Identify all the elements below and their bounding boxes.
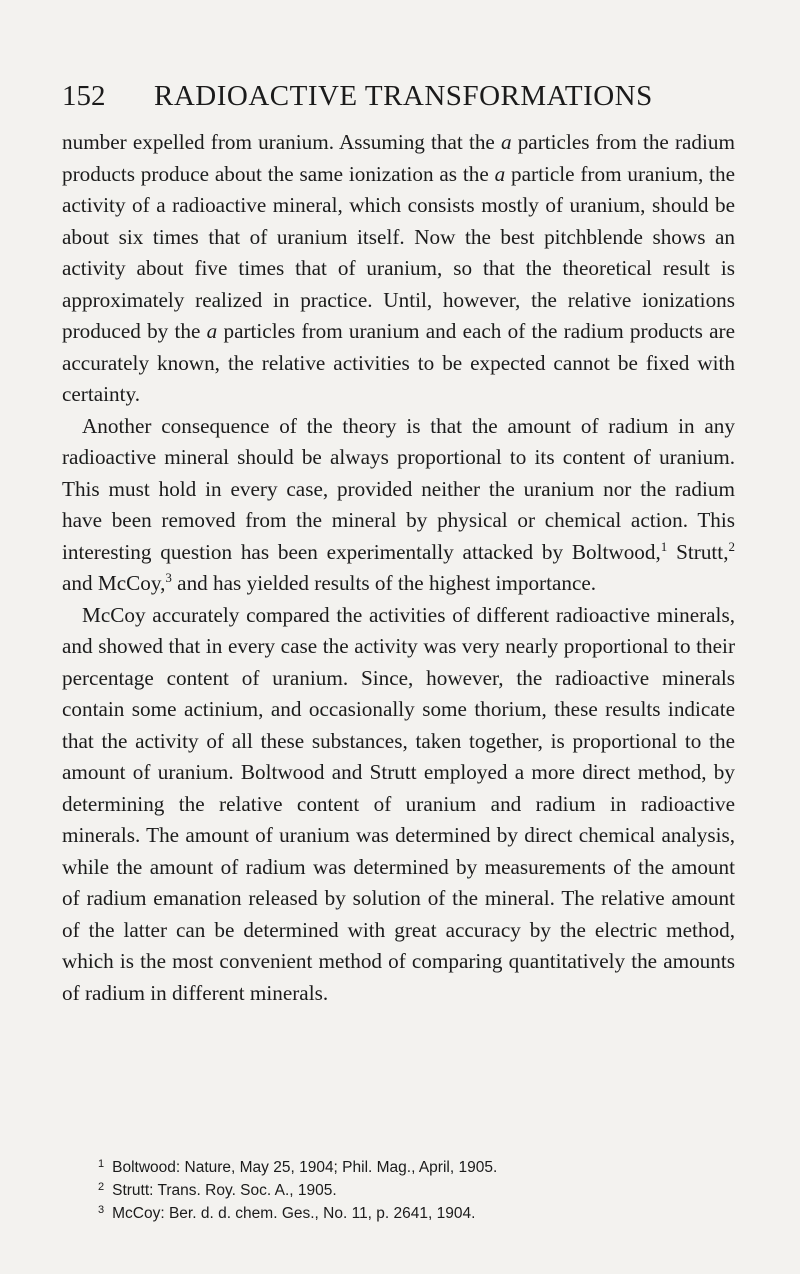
alpha-symbol: a xyxy=(500,130,512,154)
running-title: RADIOACTIVE TRANSFORMATIONS xyxy=(154,80,653,112)
running-header xyxy=(62,80,732,120)
page-number: 152 xyxy=(62,80,106,112)
footnote: $^3$ McCoy: Ber. d. d. chem. Ges., No. 11, p. 2641, 1904. xyxy=(98,1204,476,1222)
alpha-symbol: a xyxy=(206,319,218,343)
footnote-ref: 3 xyxy=(165,570,172,585)
paragraph-1: number expelled from uranium. Assuming that the a particles from the radium products produce about the same ionization as the a particle from uranium, the activity of a radioactive mineral, which consists mostly of uranium, should be about six times that of uranium itself. Now the best pitchblende shows an activity about five times that of uranium, so that the theoretical result is approximately realized in practice. Until, however, the relative ionizations produced by the a particles from uranium and each of the radium products are accurately known, the relative activities to be expected cannot be fixed with certainty. xyxy=(62,130,735,406)
paragraph-3: McCoy accurately compared the activities of different radioactive minerals, and showed that in every case the activity was very nearly proportional to their percentage content of uranium. Since, however, the radioactive minerals contain some actinium, and occasionally some thorium, these results indicate that the activity of all these substances, taken together, is proportional to the amount of uranium. Boltwood and Strutt employed a more direct method, by determining the relative content of uranium and radium in radioactive minerals. The amount of uranium was determined by direct chemical analysis, while the amount of radium was determined by measurements of the amount of radium emanation released by solution of the mineral. The relative amount of the latter can be determined with great accuracy by the electric method, which is the most convenient method of comparing quantitatively the amounts of radium in different minerals. xyxy=(62,602,735,1005)
footnotes xyxy=(98,1156,738,1225)
footnote-ref: 2 xyxy=(728,538,735,554)
paragraph-2: Another consequence of the theory is that the amount of radium in any radioactive mineral should be always proportional to its content of uranium. This must hold in every case, provided neither the uranium nor the radium have been removed from the mineral by physical or chemical action. This interesting question has been experimentally attacked by Boltwood,$^1$ Strutt,$^2$ and McCoy,$^3$ and has yielded results of the highest importance. xyxy=(62,413,735,595)
alpha-symbol: a xyxy=(494,161,506,186)
body-text xyxy=(62,127,735,1009)
footnote-ref: 1 xyxy=(660,538,668,554)
footnote: $^1$ Boltwood: Nature, May 25, 1904; Phil. Mag., April, 1905. xyxy=(98,1158,498,1176)
footnote: $^2$ Strutt: Trans. Roy. Soc. A., 1905. xyxy=(98,1181,337,1199)
